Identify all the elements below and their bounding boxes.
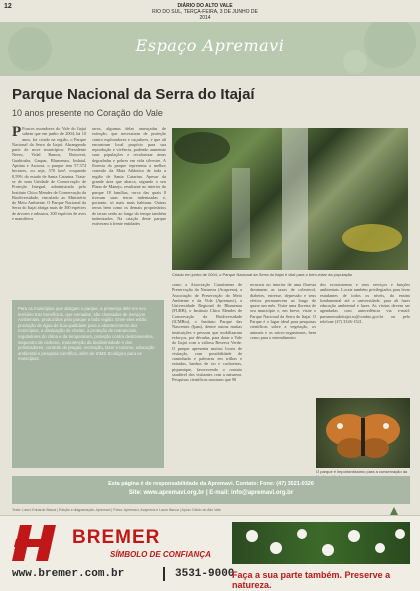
butterfly-photo xyxy=(316,398,410,468)
page-credits: Texto: Lauro Eduardo Bacca | Edição e diagramação: Apremavi | Fotos: Apremavi, Acaprena e Lauro Bacca | Apoio: Diário do Alto Vale xyxy=(12,508,221,512)
photo2-caption: O parque é importantíssimo para a conservação da xyxy=(316,469,408,474)
photo1-caption: Criado em junho de 2004, o Parque Nacional da Serra do Itajaí é vital para o bem-estar da população xyxy=(172,272,353,277)
article-title: Parque Nacional da Serra do Itajaí xyxy=(12,86,255,103)
dateline: RIO DO SUL, TERÇA-FEIRA, 3 DE JUNHO DE 2014 xyxy=(152,9,258,21)
bremer-logo-icon xyxy=(12,523,68,563)
drop-cap: P xyxy=(12,124,22,140)
section-title: Espaço Apremavi xyxy=(135,36,285,55)
bremer-phone: 3531-9000 xyxy=(175,568,235,580)
footer-contact: Esta página é de responsabilidade da Apremavi. Contato: Fone: (47) 3521-0326 xyxy=(108,481,314,487)
flowers-illustration xyxy=(232,522,410,564)
apremavi-logo-icon xyxy=(384,504,404,514)
article-subtitle: 10 anos presente no Coração do Vale xyxy=(12,108,163,118)
waterfall-photo xyxy=(172,128,408,270)
newspaper-masthead xyxy=(150,3,260,21)
flowers-photo xyxy=(232,522,410,564)
footer-site-email: Site: www.apremavi.org.br | E-mail: info@apremavi.org.br xyxy=(128,490,294,496)
article-column-3: como a Associação Catarinense de Preservação da Natureza (Acaprena), a Associação de Preservação do Meio Ambiente e da Vida (Apremavi), a Universidade Regional de Blumenau (FURB), o Instituto Chico Mendes de Conservação da Biodiversidade (ICMBio), o Instituto Parque das Nascentes (Ipan), dentre outras muitas instituições e pessoas que mobilizaram esforços, por décadas, para dotar o Vale do Itajaí com a valiosa Reserva Verde. O parque apresenta muitos locais de visitação, com possibilidade de caminhada e palestras em trilhas e estradas, banhos de rio e cachoeiras, piquenique, favorecendo o contato saudável dos visitantes com a natureza. Pesquisas científicas mostram que 90 xyxy=(172,282,242,383)
waterfall-illustration xyxy=(172,128,408,270)
apremavi-footer xyxy=(12,476,410,504)
article-column-1 xyxy=(12,126,86,221)
article-column-5: dos ecossistemas e seus serviços e funções ambientais. Locais também privilegiados para levar estudantes de todos os níveis, do ensino fundamental até a universidade, para ali fazer educação ambiental e lazer. As visitas devem ser agendadas com antecedência via e-mail: parnaserradoitajai.sc@icmbio.gov.br ou pelo telefone (47) 3326-1521. xyxy=(320,282,410,325)
ad-slogan: Faça a sua parte também. Preserve a natureza. xyxy=(232,570,391,590)
butterfly-illustration xyxy=(316,398,410,468)
page-number: 12 xyxy=(4,3,12,10)
article-column-4: recursos no interior de uma floresta diminuem as taxas de colesterol, diabetes, estresse, depressão e seus efeitos permanecem ao longo de quase um mês. Visite uma floresta de seu município e, em breve, visite o Parque Nacional da Serra do Itajaí. O Parque é o lugar ideal para pesquisas científicas sobre a vegetação, os animais e os micro-organismos, bem como para o entendimento xyxy=(250,282,316,340)
bremer-tagline: SÍMBOLO DE CONFIANÇA xyxy=(110,550,211,559)
bremer-brand: BREMER xyxy=(72,527,161,548)
bremer-url-link[interactable]: www.bremer.com.br xyxy=(12,568,125,580)
ecosystem-services-box xyxy=(12,300,164,468)
article-column-1-text: Poucos moradores do Vale do Itajaí sabem que em junho de 2004, há 10 anos, foi criado na região, o Parque Nacional da Serra do Itajaí. Abrangendo parte de nove municípios: Presidente Nereu, Vidal Ramos, Botuverá, Guabiruba, Gaspar, Blumenau, Indaial, Apiúna e Ascurra, o parque tem 57.374 hectares, ou seja, 570 km², ocupando 0,59% do estado de Santa Catarina. Trata-se de uma Unidade de Conservação de Proteção Integral, administrada pelo Instituto Chico Mendes de Conservação da Biodiversidade, vinculado ao Ministério do Meio Ambiente. O Parque Nacional da Serra do Itajaí abriga mais de 300 espécies de árvores e arbustos, 300 espécies de aves e mamíferos xyxy=(12,126,86,222)
article-column-2: raros, algumas delas ameaçadas de extinção, que necessitam de proteção contra exploradores e caçadores, e que ali encontram local propício para sua reprodução e vivência, podendo aumentar suas populações e recolonizar áreas degradadas e pobres em vida silvestre. A floresta do parque representa a melhor conexão da Mata Atlântica de toda a região de Santa Catarina. Apesar da grande área que abarca, segundo o seu Plano de Manejo, resultante no interior do parque 18 famílias, cerca das quais 8 tiveram suas terras indenizadas e, portanto, só mais mais habitam. Outras terras bem como os demais proprietários de terras serão ao longo do tempo também indenizados. Na criação deste parque estiveram à frente entidades xyxy=(92,126,166,227)
ecosystem-services-text: Para os municípios que abrigam o parque, a presença dele em seu território traz benefícios, que somados, são chamados de Serviços Ambientais, produzidos pelo parque a toda região. Entre eles estão: produção de água de boa qualidade para o abastecimento dos municípios, a dissipação de cheias, a proteção de mananciais, reguladores do clima e da temperatura, proteção contra deslizamentos, sequestro de carbono, manutenção da biodiversidade e dos polinizadores, controle de pragas, recreação, lazer e turismo, educação ambiental e pesquisa científica, além do ICMS Ecológico para os municípios. xyxy=(18,306,155,362)
newspaper-name: DIÁRIO DO ALTO VALE xyxy=(177,3,233,9)
ad-divider xyxy=(163,567,165,581)
